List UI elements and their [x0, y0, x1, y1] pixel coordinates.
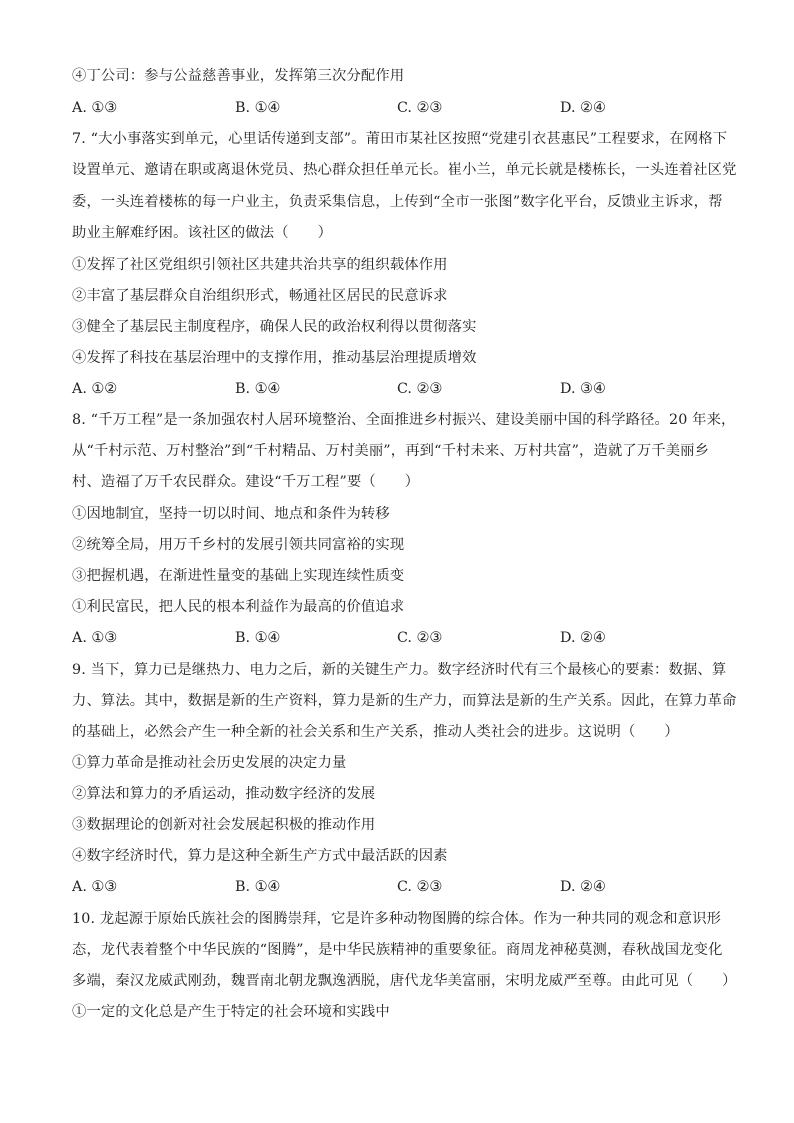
q8-item-1: ①因地制宜，坚持一切以时间、地点和条件为转移	[72, 506, 390, 522]
q7-option-b: B. ①④	[235, 381, 281, 397]
q8-item-3: ③把握机遇，在渐进性量变的基础上实现连续性质变	[72, 568, 405, 584]
q9-item-1: ①算力革命是推动社会历史发展的决定力量	[72, 755, 347, 771]
q7-option-c: C. ②③	[397, 381, 443, 397]
q6-option-b: B. ①④	[235, 100, 281, 116]
q8-stem-line: 8. “千万工程”是一条加强农村人居环境整治、全面推进乡村振兴、建设美丽中国的科学路径。20 年来，	[72, 412, 736, 428]
q7-stem-line: 助业主解难纾困。该社区的做法（ ）	[72, 225, 333, 241]
q9-option-a: A. ①③	[72, 879, 118, 895]
q9-item-4: ④数字经济时代，算力是这种全新生产方式中最活跃的因素	[72, 848, 448, 864]
q8-item-2: ②统筹全局，用万千乡村的发展引领共同富裕的实现	[72, 537, 405, 553]
q10-stem-line: 态，龙代表着整个中华民族的“图腾”，是中华民族精神的重要象征。商周龙神秘莫测，春秋战国龙变化	[72, 942, 723, 958]
q9-stem-line: 的基础上，必然会产生一种全新的社会关系和生产关系，推动人类社会的进步。这说明（ ）	[72, 724, 679, 740]
q8-option-d: D. ②④	[560, 630, 606, 646]
q8-options	[72, 628, 724, 648]
q6-item-4: ④丁公司：参与公益慈善事业，发挥第三次分配作用	[72, 68, 405, 84]
q6-option-a: A. ①③	[72, 100, 118, 116]
q9-item-3: ③数据理论的创新对社会发展起积极的推动作用	[72, 817, 376, 833]
q7-item-4: ④发挥了科技在基层治理中的支撑作用，推动基层治理提质增效	[72, 350, 477, 366]
q10-stem-line: 10. 龙起源于原始氏族社会的图腾崇拜，它是许多种动物图腾的综合体。作为一种共同的观念和意识形	[72, 911, 722, 927]
q6-option-d: D. ②④	[560, 100, 606, 116]
q8-option-a: A. ①③	[72, 630, 118, 646]
q9-option-d: D. ②④	[560, 879, 606, 895]
q7-stem-line: 委，一头连着楼栋的每一户业主，负责采集信息，上传到“全市一张图”数字化平台，反馈业主诉求，帮	[72, 194, 723, 210]
q7-options	[72, 379, 724, 399]
q8-stem-line: 从“千村示范、万村整治”到“千村精品、万村美丽”，再到“千村未来、万村共富”，造就了万千美丽乡	[72, 443, 710, 459]
q7-stem-line: 设置单元、邀请在职或离退休党员、热心群众担任单元长。崔小兰，单元长就是楼栋长，一头连着社区党	[72, 162, 737, 178]
q8-option-c: C. ②③	[397, 630, 443, 646]
q9-option-c: C. ②③	[397, 879, 443, 895]
q10-item-1: ①一定的文化总是产生于特定的社会环境和实践中	[72, 1004, 390, 1020]
q6-option-c: C. ②③	[397, 100, 443, 116]
q8-option-b: B. ①④	[235, 630, 281, 646]
q7-item-1: ①发挥了社区党组织引领社区共建共治共享的组织载体作用	[72, 257, 448, 273]
q7-option-d: D. ③④	[560, 381, 606, 397]
q9-stem-line: 9. 当下，算力已是继热力、电力之后，新的关键生产力。数字经济时代有三个最核心的要素：数据、算	[72, 662, 727, 678]
q8-stem-line: 村、造福了万千农民群众。建设“千万工程”要（ ）	[72, 474, 420, 490]
q10-stem-line: 多端，秦汉龙威武刚劲，魏晋南北朝龙飘逸洒脱，唐代龙华美富丽，宋明龙威严至尊。由此可见（ ）	[72, 973, 737, 989]
q9-option-b: B. ①④	[235, 879, 281, 895]
q9-options	[72, 877, 724, 897]
q7-item-3: ③健全了基层民主制度程序，确保人民的政治权利得以贯彻落实	[72, 319, 477, 335]
q7-item-2: ②丰富了基层群众自治组织形式，畅通社区居民的民意诉求	[72, 288, 448, 304]
q6-options	[72, 98, 724, 118]
q8-item-4: ①利民富民，把人民的根本利益作为最高的价值追求	[72, 599, 405, 615]
q7-stem-line: 7. “大小事落实到单元，心里话传递到支部”。莆田市某社区按照“党建引衣甚惠民”工程要求，在网格下	[72, 131, 728, 147]
q9-item-2: ②算法和算力的矛盾运动，推动数字经济的发展	[72, 786, 376, 802]
q7-option-a: A. ①②	[72, 381, 118, 397]
q9-stem-line: 力、算法。其中，数据是新的生产资料，算力是新的生产力，而算法是新的生产关系。因此，在算力革命	[72, 693, 737, 709]
